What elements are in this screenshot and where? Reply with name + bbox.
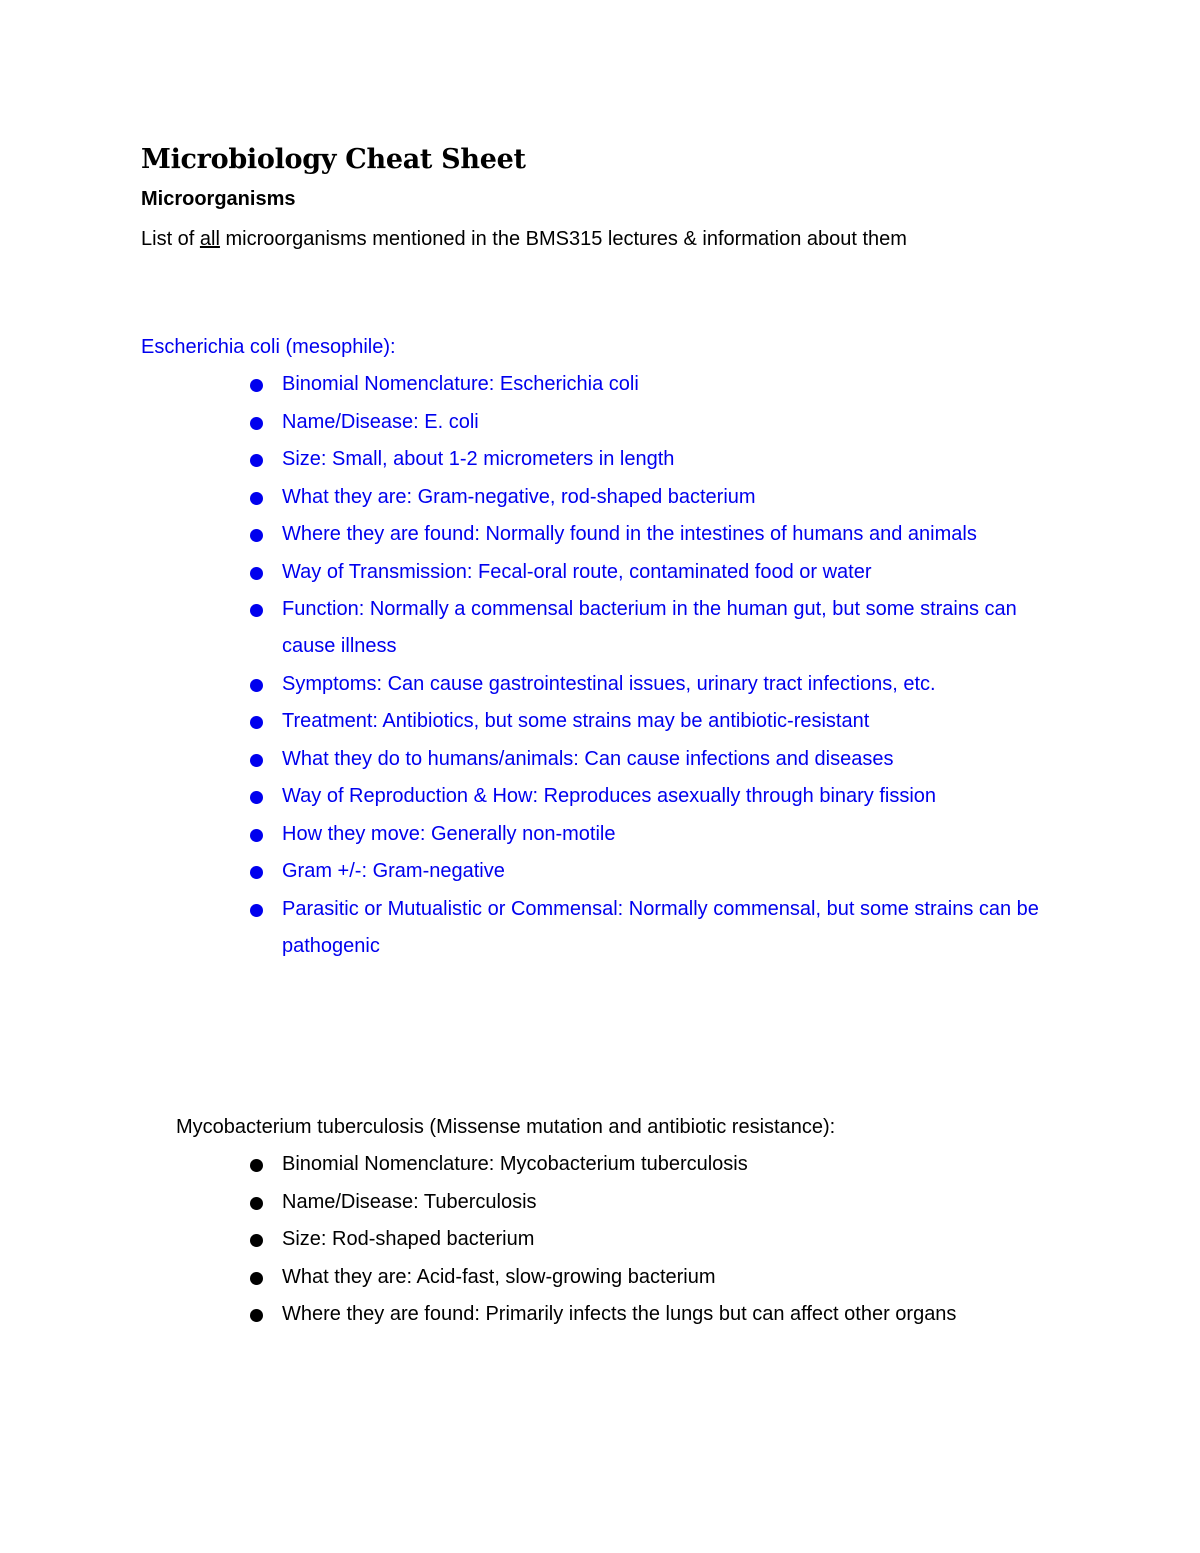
bullet-icon xyxy=(250,567,263,580)
property-text: Where they are found: Normally found in the intestines of humans and animals xyxy=(282,523,977,545)
bullet-icon xyxy=(250,492,263,505)
list-item xyxy=(282,778,1062,815)
list-item xyxy=(282,1221,1062,1258)
list-item xyxy=(282,404,1062,441)
document-title: Microbiology Cheat Sheet xyxy=(141,144,526,175)
list-item xyxy=(282,366,1062,403)
bullet-icon xyxy=(250,904,263,917)
property-text: What they do to humans/animals: Can cause infections and diseases xyxy=(282,747,894,770)
list-item xyxy=(282,1184,1062,1221)
property-text: How they move: Generally non-motile xyxy=(282,822,616,845)
property-text: Function: Normally a commensal bacterium in the human gut, but some strains can cause illness xyxy=(282,598,1017,657)
property-text: Where they are found: Primarily infects the lungs but can affect other organs xyxy=(282,1303,957,1325)
list-item xyxy=(282,591,1062,665)
list-item xyxy=(282,666,1062,703)
organism-heading-ecoli: Escherichia coli (mesophile): xyxy=(141,336,396,358)
bullet-icon xyxy=(250,754,263,767)
bullet-icon xyxy=(250,1159,263,1172)
property-text: Binomial Nomenclature: Escherichia coli xyxy=(282,373,639,395)
list-item xyxy=(282,479,1062,516)
list-item xyxy=(282,703,1062,740)
list-item xyxy=(282,1259,1062,1296)
bullet-icon xyxy=(250,1197,263,1210)
property-text: What they are: Acid-fast, slow-growing bacterium xyxy=(282,1265,716,1288)
organism-heading-mtb: Mycobacterium tuberculosis (Missense mutation and antibiotic resistance): xyxy=(176,1116,836,1138)
list-item xyxy=(282,441,1062,478)
list-item xyxy=(282,816,1062,853)
property-text: Gram +/-: Gram-negative xyxy=(282,860,505,882)
bullet-icon xyxy=(250,604,263,617)
intro-paragraph xyxy=(141,221,1041,258)
bullet-icon xyxy=(250,866,263,879)
intro-text-before: List of xyxy=(141,228,200,250)
bullet-icon xyxy=(250,791,263,804)
bullet-icon xyxy=(250,679,263,692)
list-item xyxy=(282,741,1062,778)
bullet-icon xyxy=(250,1272,263,1285)
bullet-icon xyxy=(250,454,263,467)
organism-properties-ecoli xyxy=(282,366,1062,965)
property-text: Treatment: Antibiotics, but some strains may be antibiotic-resistant xyxy=(282,710,870,732)
bullet-icon xyxy=(250,529,263,542)
list-item xyxy=(282,1296,1062,1333)
list-item xyxy=(282,1146,1062,1183)
section-heading: Microorganisms xyxy=(141,188,296,210)
property-text: Name/Disease: E. coli xyxy=(282,410,479,433)
property-text: Size: Small, about 1-2 micrometers in length xyxy=(282,448,675,470)
property-text: Parasitic or Mutualistic or Commensal: Normally commensal, but some strains can be pathogenic xyxy=(282,897,1039,957)
bullet-icon xyxy=(250,1234,263,1247)
property-text: Name/Disease: Tuberculosis xyxy=(282,1190,537,1213)
list-item xyxy=(282,853,1062,890)
bullet-icon xyxy=(250,829,263,842)
organism-properties-mtb xyxy=(282,1146,1062,1334)
bullet-icon xyxy=(250,417,263,430)
intro-text-after: microorganisms mentioned in the BMS315 lectures & information about them xyxy=(219,228,907,250)
property-text: Way of Reproduction & How: Reproduces asexually through binary fission xyxy=(282,785,937,807)
property-text: Size: Rod-shaped bacterium xyxy=(282,1228,535,1250)
intro-emphasis: all xyxy=(199,228,220,250)
property-text: Symptoms: Can cause gastrointestinal issues, urinary tract infections, etc. xyxy=(282,672,936,695)
list-item xyxy=(282,891,1062,965)
property-text: What they are: Gram-negative, rod-shaped bacterium xyxy=(282,485,756,508)
property-text: Way of Transmission: Fecal-oral route, contaminated food or water xyxy=(282,560,872,583)
list-item xyxy=(282,516,1062,553)
bullet-icon xyxy=(250,1309,263,1322)
property-text: Binomial Nomenclature: Mycobacterium tuberculosis xyxy=(282,1153,748,1175)
bullet-icon xyxy=(250,716,263,729)
bullet-icon xyxy=(250,379,263,392)
list-item xyxy=(282,554,1062,591)
